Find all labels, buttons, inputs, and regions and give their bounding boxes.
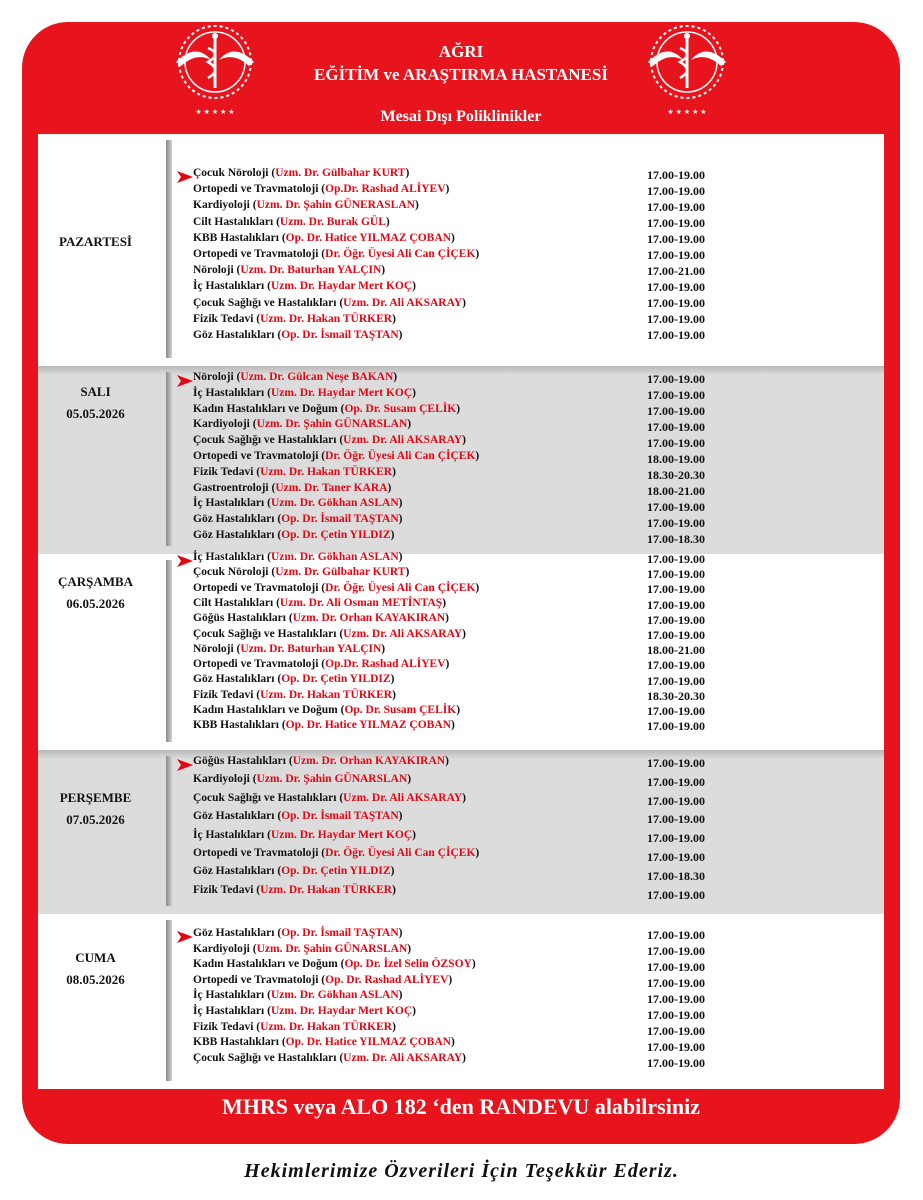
doctor-name: Uzm. Dr. Gökhan ASLAN <box>270 551 399 563</box>
clinic-hours: 17.00-19.00 <box>647 597 705 612</box>
clinic-entry: Kadın Hastalıkları ve Doğum (Op. Dr. Susam ÇELİK) <box>193 704 461 716</box>
clinic-hours: 17.00-19.00 <box>647 500 705 514</box>
doctor-name: Uzm. Dr. Haydar Mert KOÇ <box>270 828 413 841</box>
department: Ortopedi ve Travmatoloji <box>193 847 319 859</box>
page-title: Mesai Dışı Poliklinikler <box>380 108 542 125</box>
department: KBB Hastalıkları <box>193 1036 279 1049</box>
doctor-name: Uzm. Dr. Hakan TÜRKER <box>260 1020 393 1033</box>
clinic-hours: 17.00-19.00 <box>647 960 705 974</box>
clinic-entry: Gastroentroloji (Uzm. Dr. Taner KARA) <box>193 481 392 494</box>
clinic-hours: 17.00-19.00 <box>647 756 705 770</box>
department: İç Hastalıkları <box>193 386 265 399</box>
hospital-city: AĞRI <box>438 42 484 61</box>
clinic-entry: Göz Hastalıkları (Op. Dr. İsmail TAŞTAN) <box>193 329 403 341</box>
clinic-entry: İç Hastalıkları (Uzm. Dr. Gökhan ASLAN) <box>193 551 403 563</box>
clinic-entry: İç Hastalıkları (Uzm. Dr. Gökhan ASLAN) <box>193 497 403 510</box>
clinic-hours: 17.00-19.00 <box>647 793 705 808</box>
pointer-arrow-icon <box>177 555 193 567</box>
doctor-name: Uzm. Dr. Şahin GÜNARSLAN <box>256 942 408 955</box>
department: Ortopedi ve Travmatoloji <box>193 973 319 986</box>
doctor-name: Uzm. Dr. Orhan KAYAKIRAN <box>292 612 446 625</box>
department: Gastroentroloji <box>193 481 269 494</box>
clinic-hours: 17.00-19.00 <box>647 928 705 942</box>
department: Kardiyoloji <box>193 199 250 212</box>
clinic-hours: 18.30-20.30 <box>647 688 705 703</box>
clinic-hours: 17.00-19.00 <box>647 216 705 230</box>
clinic-hours: 17.00-19.00 <box>647 628 705 642</box>
department: İç Hastalıkları <box>193 1005 265 1017</box>
clinic-hours: 18.00-19.00 <box>647 452 705 466</box>
clinic-entry: Göz Hastalıkları (Op. Dr. İsmail TAŞTAN) <box>193 927 403 939</box>
clinic-entry: İç Hastalıkları (Uzm. Dr. Haydar Mert KOÇ) <box>193 386 416 399</box>
clinic-entry: Ortopedi ve Travmatoloji (Dr. Öğr. Üyesi Ali Can ÇİÇEK) <box>193 450 480 462</box>
department: Kadın Hastalıkları ve Doğum <box>193 704 338 716</box>
department: Göz Hastalıkları <box>193 927 275 939</box>
department: Ortopedi ve Travmatoloji <box>193 581 319 594</box>
column-divider <box>166 140 172 358</box>
thanks-message: Hekimlerimize Özverileri İçin Teşekkür Ederiz. <box>244 1160 679 1182</box>
department: Kardiyoloji <box>193 942 250 955</box>
doctor-name: Uzm. Dr. Hakan TÜRKER <box>260 883 393 896</box>
doctor-name: Dr. Öğr. Üyesi Ali Can ÇİÇEK <box>325 847 476 859</box>
clinic-entry: Nöroloji (Uzm. Dr. Baturhan YALÇIN) <box>193 642 386 655</box>
doctor-name: Uzm. Dr. Gökhan ASLAN <box>270 989 399 1002</box>
column-divider <box>166 560 172 742</box>
day-name: PERŞEMBE <box>59 790 132 805</box>
doctor-name: Op. Dr. Susam ÇELİK <box>344 402 457 415</box>
department: Cilt Hastalıkları <box>193 596 274 609</box>
column-divider <box>166 920 172 1081</box>
department: Ortopedi ve Travmatoloji <box>193 450 319 462</box>
department: Çocuk Sağlığı ve Hastalıkları <box>193 1051 337 1064</box>
clinic-entry: Kadın Hastalıkları ve Doğum (Op. Dr. İzel Selin ÖZSOY) <box>193 958 476 971</box>
department: Çocuk Sağlığı ve Hastalıkları <box>193 296 337 309</box>
doctor-name: Op.Dr. Rashad ALİYEV <box>325 183 446 196</box>
clinic-entry: Ortopedi ve Travmatoloji (Op. Dr. Rashad ALİYEV) <box>193 973 453 986</box>
clinic-entry: Göz Hastalıkları (Op. Dr. Çetin YILDIZ) <box>193 529 395 541</box>
clinic-entry: Çocuk Sağlığı ve Hastalıkları (Uzm. Dr. Ali AKSARAY) <box>193 627 466 640</box>
clinic-hours: 17.00-19.00 <box>647 658 705 673</box>
doctor-name: Uzm. Dr. Gülcan Neşe BAKAN <box>240 371 394 383</box>
clinic-hours: 17.00-19.00 <box>647 280 705 294</box>
doctor-name: Op. Dr. İsmail TAŞTAN <box>281 329 399 341</box>
doctor-name: Op. Dr. Hatice YILMAZ ÇOBAN <box>285 231 451 244</box>
clinic-hours: 18.00-21.00 <box>647 643 705 658</box>
department: Kadın Hastalıkları ve Doğum <box>193 958 338 971</box>
doctor-name: Op. Dr. Rashad ALİYEV <box>325 973 449 986</box>
clinic-hours: 17.00-19.00 <box>647 372 705 386</box>
day-name: CUMA <box>75 950 116 965</box>
department: İç Hastalıkları <box>193 497 265 510</box>
doctor-name: Uzm. Dr. Baturhan YALÇIN <box>240 264 382 277</box>
pointer-arrow-icon <box>177 931 193 943</box>
clinic-hours: 17.00-19.00 <box>647 328 705 342</box>
doctor-name: Op. Dr. Susam ÇELİK <box>344 704 457 716</box>
clinic-entry: Fizik Tedavi (Uzm. Dr. Hakan TÜRKER) <box>193 312 396 325</box>
clinic-entry: İç Hastalıkları (Uzm. Dr. Gökhan ASLAN) <box>193 989 403 1002</box>
doctor-name: Uzm. Dr. Hakan TÜRKER <box>260 465 393 478</box>
clinic-entry: Ortopedi ve Travmatoloji (Op.Dr. Rashad ALİYEV) <box>193 658 450 671</box>
pointer-arrow-icon <box>177 375 193 387</box>
clinic-hours: 17.00-19.00 <box>647 1056 705 1070</box>
doctor-name: Uzm. Dr. Ali AKSARAY <box>343 791 463 804</box>
day-name: PAZARTESİ <box>59 234 132 249</box>
day-date: 05.05.2026 <box>66 406 125 421</box>
doctor-name: Uzm. Dr. Orhan KAYAKIRAN <box>292 755 446 767</box>
clinic-hours: 17.00-19.00 <box>647 312 705 326</box>
department: Göz Hastalıkları <box>193 810 275 823</box>
department: İç Hastalıkları <box>193 551 265 563</box>
day-date: 07.05.2026 <box>66 812 125 827</box>
clinic-hours: 17.00-19.00 <box>647 404 705 418</box>
clinic-hours: 17.00-19.00 <box>647 944 705 958</box>
clinic-hours: 17.00-19.00 <box>647 774 705 789</box>
clinic-entry: Çocuk Sağlığı ve Hastalıkları (Uzm. Dr. Ali AKSARAY) <box>193 791 466 804</box>
schedule-table <box>38 134 884 1089</box>
doctor-name: Op. Dr. Çetin YILDIZ <box>281 865 391 878</box>
department: Göz Hastalıkları <box>193 513 275 526</box>
clinic-entry: Kardiyoloji (Uzm. Dr. Şahin GÜNERASLAN) <box>193 199 419 212</box>
clinic-entry: Kardiyoloji (Uzm. Dr. Şahin GÜNARSLAN) <box>193 418 412 431</box>
department: Fizik Tedavi <box>193 883 254 896</box>
clinic-entry: Ortopedi ve Travmatoloji (Dr. Öğr. Üyesi Ali Can ÇİÇEK) <box>193 248 480 260</box>
column-divider <box>166 756 172 906</box>
doctor-name: Uzm. Dr. Hakan TÜRKER <box>260 688 393 701</box>
day-label <box>38 790 153 828</box>
clinic-hours: 17.00-19.00 <box>647 887 705 902</box>
day-date: 08.05.2026 <box>66 972 125 987</box>
doctor-name: Op. Dr. İzel Selin ÖZSOY <box>344 958 472 971</box>
doctor-name: Uzm. Dr. Haydar Mert KOÇ <box>270 1005 413 1017</box>
department: Fizik Tedavi <box>193 312 254 325</box>
department: Göz Hastalıkları <box>193 865 275 878</box>
department: Göz Hastalıkları <box>193 529 275 541</box>
appointment-note: MHRS veya ALO 182 ‘den RANDEVU alabilrsiniz <box>222 1094 700 1119</box>
clinic-entry: Göz Hastalıkları (Op. Dr. İsmail TAŞTAN) <box>193 810 403 823</box>
clinic-entry: Cilt Hastalıkları (Uzm. Dr. Burak GÜL) <box>193 215 390 228</box>
clinic-hours: 17.00-21.00 <box>647 264 705 278</box>
clinic-entry: Nöroloji (Uzm. Dr. Gülcan Neşe BAKAN) <box>193 371 398 383</box>
doctor-name: Uzm. Dr. Gökhan ASLAN <box>270 497 399 510</box>
doctor-name: Uzm. Dr. Şahin GÜNERASLAN <box>256 199 415 212</box>
department: Ortopedi ve Travmatoloji <box>193 658 319 671</box>
clinic-hours: 17.00-19.00 <box>647 850 705 864</box>
department: Nöroloji <box>193 264 234 277</box>
doctor-name: Uzm. Dr. Ali AKSARAY <box>343 1051 463 1064</box>
department: İç Hastalıkları <box>193 280 265 293</box>
day-section <box>38 750 884 914</box>
department: Çocuk Sağlığı ve Hastalıkları <box>193 627 337 640</box>
doctor-name: Uzm. Dr. Haydar Mert KOÇ <box>270 386 413 399</box>
clinic-entry: Göz Hastalıkları (Op. Dr. Çetin YILDIZ) <box>193 673 395 686</box>
clinic-hours: 18.30-20.30 <box>647 468 705 482</box>
clinic-entry: Ortopedi ve Travmatoloji (Op.Dr. Rashad ALİYEV) <box>193 183 450 196</box>
doctor-name: Op. Dr. İsmail TAŞTAN <box>281 513 399 526</box>
clinic-entry: KBB Hastalıkları (Op. Dr. Hatice YILMAZ ÇOBAN) <box>193 231 455 244</box>
clinic-hours: 17.00-19.00 <box>647 436 705 450</box>
clinic-entry: Çocuk Nöroloji (Uzm. Dr. Gülbahar KURT) <box>193 566 410 579</box>
department: Kadın Hastalıkları ve Doğum <box>193 402 338 415</box>
clinic-hours: 17.00-19.00 <box>647 388 705 402</box>
clinic-entry: Fizik Tedavi (Uzm. Dr. Hakan TÜRKER) <box>193 465 396 478</box>
clinic-entry: Fizik Tedavi (Uzm. Dr. Hakan TÜRKER) <box>193 883 396 896</box>
doctor-name: Uzm. Dr. Ali AKSARAY <box>343 627 463 640</box>
clinic-hours: 17.00-19.00 <box>647 168 705 182</box>
clinic-hours: 17.00-19.00 <box>647 992 705 1006</box>
poster-frame <box>22 22 900 1144</box>
department: Çocuk Nöroloji <box>193 167 269 179</box>
doctor-name: Uzm. Dr. Haydar Mert KOÇ <box>270 280 413 293</box>
clinic-hours: 17.00-19.00 <box>647 976 705 990</box>
doctor-name: Uzm. Dr. Gülbahar KURT <box>275 167 406 179</box>
clinic-hours: 17.00-19.00 <box>647 612 705 627</box>
day-label <box>38 234 153 250</box>
clinic-entry: İç Hastalıkları (Uzm. Dr. Haydar Mert KOÇ) <box>193 828 416 841</box>
clinic-hours: 17.00-19.00 <box>647 673 705 688</box>
clinic-hours: 17.00-19.00 <box>647 812 705 827</box>
clinic-entry: Çocuk Nöroloji (Uzm. Dr. Gülbahar KURT) <box>193 167 410 179</box>
clinic-entry: Fizik Tedavi (Uzm. Dr. Hakan TÜRKER) <box>193 688 396 701</box>
department: Göz Hastalıkları <box>193 329 275 341</box>
clinic-entry: İç Hastalıkları (Uzm. Dr. Haydar Mert KOÇ) <box>193 280 416 293</box>
doctor-name: Op. Dr. Çetin YILDIZ <box>281 529 391 541</box>
column-divider <box>166 372 172 546</box>
clinic-entry: Cilt Hastalıkları (Uzm. Dr. Ali Osman METİNTAŞ) <box>193 596 447 609</box>
department: Nöroloji <box>193 371 234 383</box>
clinic-entry: Çocuk Sağlığı ve Hastalıkları (Uzm. Dr. Ali AKSARAY) <box>193 1051 466 1064</box>
clinic-hours: 17.00-19.00 <box>647 232 705 246</box>
clinic-hours: 17.00-18.30 <box>647 868 705 883</box>
clinic-entry: Çocuk Sağlığı ve Hastalıkları (Uzm. Dr. Ali AKSARAY) <box>193 434 466 447</box>
department: Çocuk Sağlığı ve Hastalıkları <box>193 791 337 804</box>
doctor-name: Dr. Öğr. Üyesi Ali Can ÇİÇEK <box>325 581 476 594</box>
clinic-entry: İç Hastalıkları (Uzm. Dr. Haydar Mert KOÇ) <box>193 1005 416 1017</box>
doctor-name: Uzm. Dr. Gülbahar KURT <box>275 566 406 579</box>
department: Kardiyoloji <box>193 418 250 431</box>
clinic-hours: 17.00-18.30 <box>647 532 705 546</box>
doctor-name: Op. Dr. İsmail TAŞTAN <box>281 810 399 823</box>
hospital-name: EĞİTİM ve ARAŞTIRMA HASTANESİ <box>314 65 608 84</box>
clinic-entry: KBB Hastalıkları (Op. Dr. Hatice YILMAZ ÇOBAN) <box>193 719 455 732</box>
department: Ortopedi ve Travmatoloji <box>193 248 319 260</box>
doctor-name: Uzm. Dr. Ali AKSARAY <box>343 434 463 447</box>
clinic-hours: 17.00-19.00 <box>647 704 705 718</box>
department: Göğüs Hastalıkları <box>193 755 286 767</box>
department: Göğüs Hastalıkları <box>193 612 286 625</box>
svg-text:★ ★ ★ ★ ★: ★ ★ ★ ★ ★ <box>195 109 235 116</box>
clinic-hours: 17.00-19.00 <box>647 1008 705 1022</box>
clinic-entry: Kardiyoloji (Uzm. Dr. Şahin GÜNARSLAN) <box>193 773 412 786</box>
clinic-entry: Göğüs Hastalıkları (Uzm. Dr. Orhan KAYAKIRAN) <box>193 755 449 767</box>
department: Cilt Hastalıkları <box>193 215 274 228</box>
doctor-name: Uzm. Dr. Taner KARA <box>275 481 388 494</box>
department: Ortopedi ve Travmatoloji <box>193 183 319 196</box>
day-date: 06.05.2026 <box>66 596 125 611</box>
clinic-entry: Çocuk Sağlığı ve Hastalıkları (Uzm. Dr. Ali AKSARAY) <box>193 296 466 309</box>
clinic-hours: 17.00-19.00 <box>647 831 705 846</box>
day-label <box>38 384 153 422</box>
clinic-hours: 17.00-19.00 <box>647 552 705 566</box>
day-label <box>38 950 153 988</box>
clinic-hours: 17.00-19.00 <box>647 719 705 734</box>
clinic-entry: Ortopedi ve Travmatoloji (Dr. Öğr. Üyesi Ali Can ÇİÇEK) <box>193 847 480 859</box>
department: Çocuk Sağlığı ve Hastalıkları <box>193 434 337 447</box>
department: İç Hastalıkları <box>193 989 265 1002</box>
department: Fizik Tedavi <box>193 465 254 478</box>
day-name: ÇARŞAMBA <box>57 574 134 589</box>
clinic-entry: Kadın Hastalıkları ve Doğum (Op. Dr. Susam ÇELİK) <box>193 402 461 415</box>
department: Fizik Tedavi <box>193 1020 254 1033</box>
clinic-hours: 17.00-19.00 <box>647 516 705 530</box>
doctor-name: Dr. Öğr. Üyesi Ali Can ÇİÇEK <box>325 248 476 260</box>
clinic-hours: 17.00-19.00 <box>647 248 705 262</box>
doctor-name: Op. Dr. Hatice YILMAZ ÇOBAN <box>285 719 451 732</box>
clinic-entry: Göz Hastalıkları (Op. Dr. İsmail TAŞTAN) <box>193 513 403 526</box>
clinic-hours: 17.00-19.00 <box>647 567 705 582</box>
doctor-name: Uzm. Dr. Ali Osman METİNTAŞ <box>279 596 443 609</box>
clinic-entry: Göz Hastalıkları (Op. Dr. Çetin YILDIZ) <box>193 865 395 878</box>
department: KBB Hastalıkları <box>193 719 279 732</box>
department: Çocuk Nöroloji <box>193 566 269 579</box>
doctor-name: Uzm. Dr. Burak GÜL <box>279 215 386 228</box>
department: Göz Hastalıkları <box>193 673 275 686</box>
clinic-hours: 17.00-19.00 <box>647 1040 705 1054</box>
clinic-hours: 17.00-19.00 <box>647 296 705 310</box>
clinic-entry: Göğüs Hastalıkları (Uzm. Dr. Orhan KAYAKIRAN) <box>193 612 449 625</box>
doctor-name: Uzm. Dr. Şahin GÜNARSLAN <box>256 773 408 786</box>
clinic-entry: Kardiyoloji (Uzm. Dr. Şahin GÜNARSLAN) <box>193 942 412 955</box>
doctor-name: Op.Dr. Rashad ALİYEV <box>325 658 446 671</box>
doctor-name: Uzm. Dr. Baturhan YALÇIN <box>240 642 382 655</box>
pointer-arrow-icon <box>177 759 193 771</box>
clinic-hours: 17.00-19.00 <box>647 582 705 597</box>
department: Fizik Tedavi <box>193 688 254 701</box>
clinic-hours: 17.00-19.00 <box>647 420 705 434</box>
department: Kardiyoloji <box>193 773 250 786</box>
day-label <box>38 574 153 612</box>
doctor-name: Uzm. Dr. Şahin GÜNARSLAN <box>256 418 408 431</box>
doctor-name: Dr. Öğr. Üyesi Ali Can ÇİÇEK <box>325 450 476 462</box>
pointer-arrow-icon <box>177 171 193 183</box>
doctor-name: Op. Dr. Çetin YILDIZ <box>281 673 391 686</box>
doctor-name: Uzm. Dr. Ali AKSARAY <box>343 296 463 309</box>
department: KBB Hastalıkları <box>193 231 279 244</box>
doctor-name: Op. Dr. Hatice YILMAZ ÇOBAN <box>285 1036 451 1049</box>
doctor-name: Op. Dr. İsmail TAŞTAN <box>281 927 399 939</box>
clinic-entry: Ortopedi ve Travmatoloji (Dr. Öğr. Üyesi Ali Can ÇİÇEK) <box>193 581 480 594</box>
doctor-name: Uzm. Dr. Hakan TÜRKER <box>260 312 393 325</box>
clinic-hours: 17.00-19.00 <box>647 200 705 214</box>
clinic-hours: 17.00-19.00 <box>647 184 705 198</box>
clinic-hours: 18.00-21.00 <box>647 484 705 498</box>
department: Nöroloji <box>193 642 234 655</box>
clinic-hours: 17.00-19.00 <box>647 1024 705 1038</box>
day-name: SALI <box>80 384 111 399</box>
svg-text:★ ★ ★ ★ ★: ★ ★ ★ ★ ★ <box>667 109 707 116</box>
clinic-entry: Fizik Tedavi (Uzm. Dr. Hakan TÜRKER) <box>193 1020 396 1033</box>
clinic-entry: Nöroloji (Uzm. Dr. Baturhan YALÇIN) <box>193 264 386 277</box>
department: İç Hastalıkları <box>193 828 265 841</box>
clinic-entry: KBB Hastalıkları (Op. Dr. Hatice YILMAZ ÇOBAN) <box>193 1036 455 1049</box>
